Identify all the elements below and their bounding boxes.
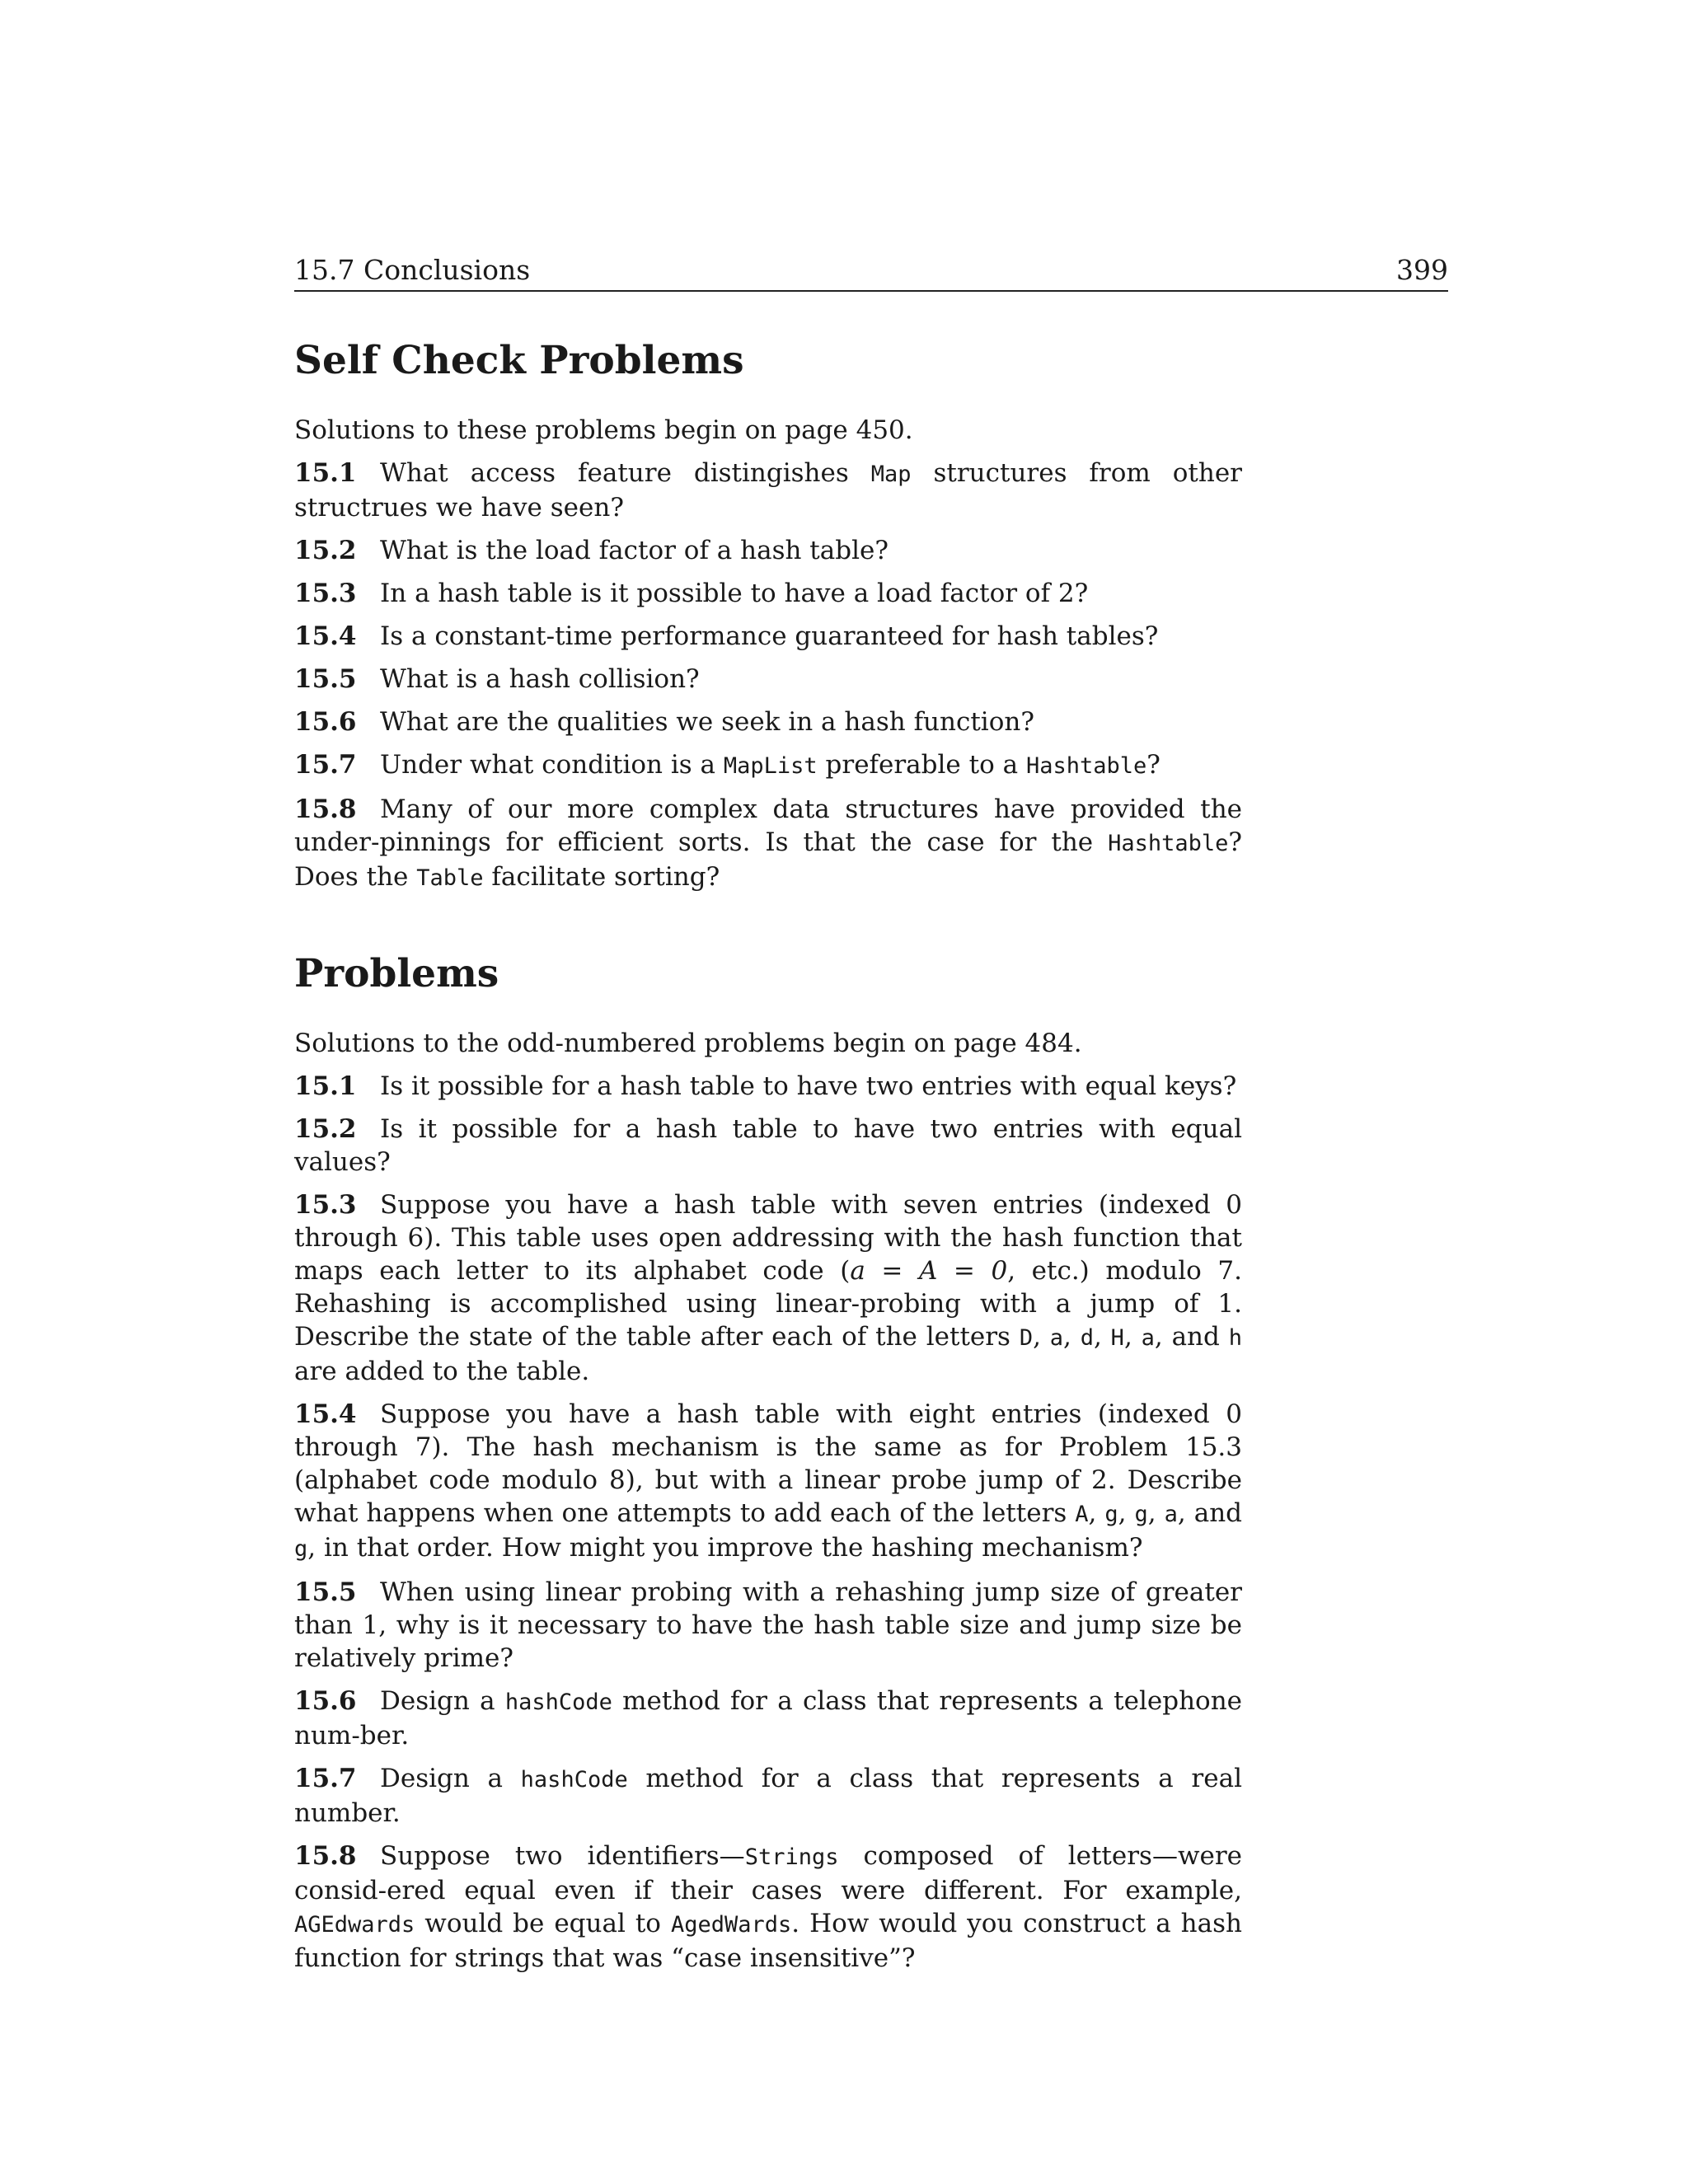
problem-number: 15.3 xyxy=(294,579,357,608)
self-check-heading: Self Check Problems xyxy=(294,338,744,383)
problem-number: 15.1 xyxy=(294,458,357,488)
problem-item: 15.4 Suppose you have a hash table with eight entries (indexed 0 through 7). The hash mechanism is the same as for Problem 15.3 (alphabet code modulo 8), but with a linear probe jump of 2. Describe what happens when one attempts to add each of the letters A, g, g, a, and g, in that order. How might you improve the hashing mechanism? xyxy=(294,1399,1242,1563)
problem-item: 15.7 Design a hashCode method for a class that represents a real number. xyxy=(294,1764,1242,1828)
problem-number: 15.7 xyxy=(294,750,357,780)
problem-item: 15.3 Suppose you have a hash table with seven entries (indexed 0 through 6). This table uses open addressing with the hash function that maps each letter to its alphabet code (a = A = 0, etc.) modulo 7. Rehashing is accomplished using linear-probing with a jump of 1. Describe the state of the table after each of the letters D, a, d, H, a, and h are added to the table. xyxy=(294,1190,1242,1386)
self-check-item: 15.3 In a hash table is it possible to have a load factor of 2? xyxy=(294,579,1089,608)
problem-number: 15.7 xyxy=(294,1764,357,1793)
problem-number: 15.6 xyxy=(294,707,357,737)
problems-intro: Solutions to the odd-numbered problems begin on page 484. xyxy=(294,1029,1082,1058)
problem-item: 15.5 When using linear probing with a rehashing jump size of greater than 1, why is it necessary to have the hash table size and jump size be relatively prime? xyxy=(294,1577,1242,1673)
self-check-item: 15.1 What access feature distingishes Map structures from other structrues we have seen? xyxy=(294,458,1242,523)
problem-number: 15.5 xyxy=(294,664,357,694)
self-check-item: 15.8 Many of our more complex data structures have provided the under-pinnings for efficient sorts. Is that the case for the Hashtable? Does the Table facilitate sorting? xyxy=(294,794,1242,892)
page-body xyxy=(294,321,1242,1985)
problem-item: 15.8 Suppose two identifiers—Strings composed of letters—were consid-ered equal even if their cases were different. For example, AGEdwards would be equal to AgedWards. How would you construct a hash function for strings that was “case insensitive”? xyxy=(294,1841,1242,1973)
problem-number: 15.2 xyxy=(294,536,357,565)
chapter-title: 15.7 Conclusions xyxy=(294,254,531,286)
self-check-item: 15.4 Is a constant-time performance guaranteed for hash tables? xyxy=(294,621,1159,651)
problem-number: 15.2 xyxy=(294,1114,357,1144)
problem-item: 15.1 Is it possible for a hash table to have two entries with equal keys? xyxy=(294,1071,1237,1101)
self-check-item: 15.7 Under what condition is a MapList preferable to a Hashtable? xyxy=(294,750,1160,780)
self-check-intro: Solutions to these problems begin on page 450. xyxy=(294,415,913,445)
running-header xyxy=(294,252,1448,292)
self-check-item: 15.6 What are the qualities we seek in a hash function? xyxy=(294,707,1034,737)
page-number: 399 xyxy=(1396,254,1448,286)
problems-heading: Problems xyxy=(294,951,499,996)
problem-number: 15.6 xyxy=(294,1686,357,1716)
math-expression: a = A = 0 xyxy=(850,1256,1008,1286)
self-check-item: 15.5 What is a hash collision? xyxy=(294,664,700,694)
problem-number: 15.1 xyxy=(294,1071,357,1101)
problem-number: 15.4 xyxy=(294,621,357,651)
problem-number: 15.3 xyxy=(294,1190,357,1220)
problem-number: 15.8 xyxy=(294,794,357,824)
self-check-item: 15.2 What is the load factor of a hash table? xyxy=(294,536,889,565)
problem-number: 15.5 xyxy=(294,1577,357,1607)
problem-number: 15.4 xyxy=(294,1399,357,1429)
problem-item: 15.6 Design a hashCode method for a class that represents a telephone num-ber. xyxy=(294,1686,1243,1750)
problem-item: 15.2 Is it possible for a hash table to have two entries with equal values? xyxy=(294,1114,1242,1177)
problem-number: 15.8 xyxy=(294,1841,357,1871)
